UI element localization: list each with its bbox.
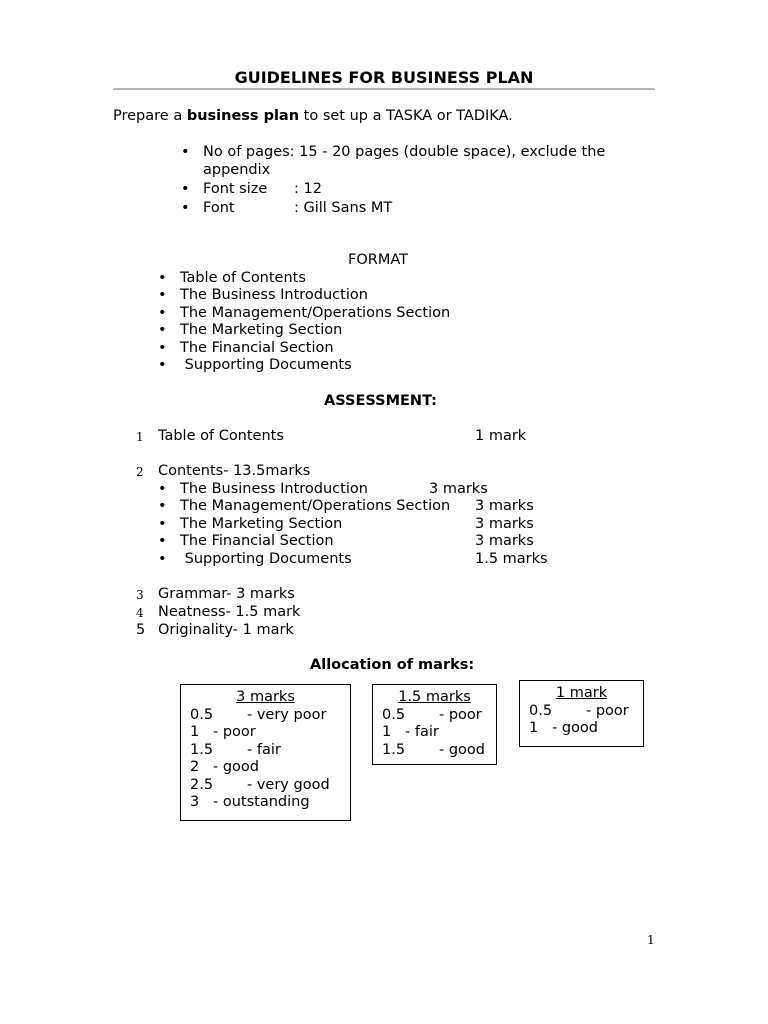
format-item: • Supporting Documents	[180, 357, 352, 375]
format-heading-text: FORMAT	[348, 252, 408, 268]
allocation-box-title: 1 mark	[555, 685, 608, 701]
allocation-score: 1	[529, 720, 539, 736]
intro-paragraph	[113, 108, 513, 126]
allocation-desc: - very poor	[247, 707, 327, 723]
assessment-item-label: Grammar- 3 marks	[158, 586, 295, 602]
assessment-number: 3	[136, 588, 144, 602]
assessment-subitem-label: • The Business Introduction	[180, 481, 368, 499]
assessment-subitem-label: • The Financial Section	[180, 533, 334, 551]
format-item: • The Marketing Section	[180, 322, 342, 340]
allocation-score: 0.5	[190, 707, 214, 723]
page-number: 1	[647, 933, 655, 947]
allocation-box-3-marks	[180, 684, 351, 821]
allocation-score: 0.5	[529, 703, 553, 719]
allocation-box-1-mark	[519, 680, 644, 747]
assessment-item-label: Neatness- 1.5 mark	[158, 604, 301, 620]
allocation-desc: - poor	[439, 707, 482, 723]
allocation-score: 2	[190, 759, 200, 775]
document-title: GUIDELINES FOR BUSINESS PLAN	[234, 68, 534, 87]
format-item: • The Business Introduction	[180, 287, 368, 305]
assessment-subitem-marks: 3 marks	[429, 481, 488, 497]
allocation-heading: Allocation of marks:	[310, 657, 475, 673]
allocation-desc: - good	[213, 759, 259, 775]
assessment-heading: ASSESSMENT:	[324, 393, 437, 409]
allocation-desc: - good	[439, 742, 485, 758]
format-item: • The Management/Operations Section	[180, 305, 450, 323]
allocation-box-1-5-marks	[372, 684, 497, 765]
assessment-subitem-marks: 3 marks	[475, 516, 534, 532]
allocation-desc: - fair	[247, 742, 281, 758]
requirement-font-label: • Font	[203, 200, 235, 218]
assessment-item-label: Contents- 13.5marks	[158, 463, 311, 479]
allocation-score: 0.5	[382, 707, 406, 723]
assessment-subitem-marks: 3 marks	[475, 498, 534, 514]
intro-bold-term: business plan	[186, 108, 300, 124]
allocation-score: 3	[190, 794, 200, 810]
allocation-desc: - poor	[213, 724, 256, 740]
intro-suffix: to set up a TASKA or TADIKA.	[299, 108, 513, 124]
allocation-score: 1	[382, 724, 392, 740]
allocation-score: 1.5	[382, 742, 406, 758]
assessment-number: 2	[136, 465, 144, 479]
requirement-font-size-value: : 12	[294, 181, 322, 197]
assessment-subitem-label: • The Marketing Section	[180, 516, 342, 534]
format-item: • The Financial Section	[180, 340, 334, 358]
allocation-box-title: 1.5 marks	[398, 689, 471, 705]
requirement-font-value: : Gill Sans MT	[294, 200, 393, 216]
allocation-desc: - very good	[247, 777, 330, 793]
allocation-score: 2.5	[190, 777, 214, 793]
assessment-number: 4	[136, 606, 144, 620]
assessment-number: 5	[136, 622, 146, 638]
requirement-pages-continued: appendix	[203, 162, 271, 178]
allocation-box-title: 3 marks	[236, 689, 295, 705]
allocation-score: 1	[190, 724, 200, 740]
allocation-desc: - fair	[405, 724, 439, 740]
intro-prefix: Prepare a	[113, 108, 187, 124]
assessment-subitem-label: • The Management/Operations Section	[180, 498, 450, 516]
assessment-number: 1	[136, 430, 144, 444]
allocation-desc: - good	[552, 720, 598, 736]
allocation-desc: - outstanding	[213, 794, 310, 810]
allocation-score: 1.5	[190, 742, 214, 758]
assessment-item-marks: 1 mark	[475, 428, 527, 444]
assessment-subitem-marks: 3 marks	[475, 533, 534, 549]
assessment-subitem-label: • Supporting Documents	[180, 551, 352, 569]
requirement-font-size-label: • Font size	[203, 181, 267, 199]
title-underline-rule	[113, 88, 655, 90]
allocation-desc: - poor	[586, 703, 629, 719]
assessment-item-label: Originality- 1 mark	[158, 622, 294, 638]
assessment-subitem-marks: 1.5 marks	[475, 551, 548, 567]
assessment-item-label: Table of Contents	[158, 428, 284, 444]
format-item: • Table of Contents	[180, 270, 306, 288]
requirement-pages: • No of pages: 15 - 20 pages (double space), exclude the	[203, 144, 605, 162]
